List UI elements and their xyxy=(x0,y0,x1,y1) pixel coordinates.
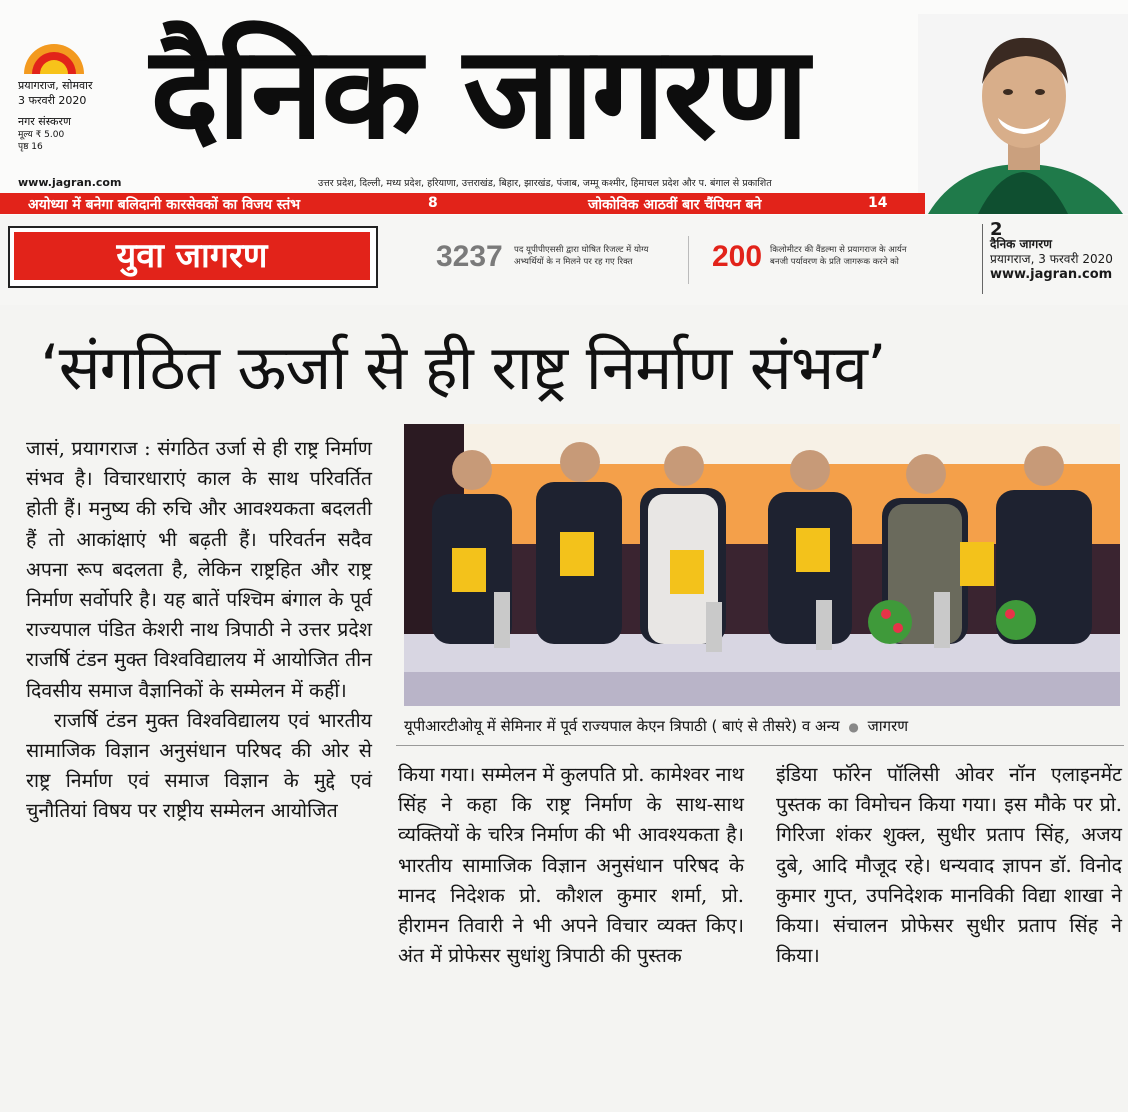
strip-page-1: 8 xyxy=(428,195,438,211)
teaser-divider xyxy=(688,236,689,284)
jagran-sun-logo-icon xyxy=(18,30,90,74)
article-paragraph: जासं, प्रयागराज : संगठित उर्जा से ही राष्ट्र निर्माण संभव है। विचारधाराएं काल के साथ परिवर्तित होती हैं। मनुष्य की रुचि और आवश्यकता बदलती हैं तो आकांक्षाएं भी बढ़ती हैं। परिवर्तन सदैव अपना रूप बदलता है, लेकिन राष्ट्रहित और राष्ट्र निर्माण सर्वोपरि है। यह बातें पश्चिम बंगाल के पूर्व राज्यपाल पंडित केशरी नाथ त्रिपाठी ने उत्तर प्रदेश राजर्षि टंडन मुक्त विश्वविद्यालय में आयोजित तीन दिवसीय समाज वैज्ञानिकों के सम्मेलन में कहीं। xyxy=(26,437,372,702)
strip-headline-1[interactable]: अयोध्या में बनेगा बलिदानी कारसेवकों का विजय स्तंभ xyxy=(28,197,301,213)
caption-credit: जागरण xyxy=(867,717,909,735)
page-date: प्रयागराज, 3 फरवरी 2020 xyxy=(990,252,1113,266)
article-headline: ‘संगठित ऊर्जा से ही राष्ट्र निर्माण संभव’ xyxy=(40,331,886,404)
page-info-divider xyxy=(982,224,983,294)
article-paragraph: राजर्षि टंडन मुक्त विश्वविद्यालय एवं भारतीय सामाजिक विज्ञान अनुसंधान परिषद की ओर से राष्ट्र निर्माण एवं समाज विज्ञान के मुद्दे एवं चुनौतियां विषय पर राष्ट्रीय सम्मेलन आयोजित xyxy=(26,708,372,823)
teaser-text-1[interactable] xyxy=(514,244,648,268)
page-info xyxy=(990,219,1113,282)
teaser-number-1: 3237 xyxy=(436,240,503,273)
page-number: 2 xyxy=(990,219,1003,240)
teaser-text-2[interactable] xyxy=(770,244,907,268)
teaser-text-1-line-2: अभ्यर्थियों के न मिलने पर रह गए रिक्त xyxy=(514,257,633,267)
dateline-city: प्रयागराज, सोमवार xyxy=(18,79,93,92)
caption-divider xyxy=(396,745,1124,746)
teaser-text-1-line-1: पद यूपीपीएससी द्वारा घोषित रिजल्ट में योग्य xyxy=(514,245,649,255)
section-label: युवा जागरण xyxy=(14,232,370,280)
strip-headline-2[interactable]: जोकोविक आठवीं बार चैंपियन बने xyxy=(588,197,762,213)
teaser-text-2-line-2: बनजी पर्यावरण के प्रति जागरूक करने को xyxy=(770,257,899,267)
publication-states: उत्तर प्रदेश, दिल्ली, मध्य प्रदेश, हरियाणा, उत्तराखंड, बिहार, झारखंड, पंजाब, जम्मू कश्मीर, हिमाचल प्रदेश और प. बंगाल से प्रकाशित xyxy=(318,178,772,189)
event-photo xyxy=(404,424,1120,706)
article-column-3 xyxy=(776,760,1122,971)
article-paragraph: इंडिया फॉरेन पॉलिसी ओवर नॉन एलाइनमेंट पुस्तक का विमोचन किया गया। इस मौके पर प्रो. गिरिजा शंकर शुक्ल, सुधीर प्रताप सिंह, अजय दुबे, आदि मौजूद रहे। धन्यवाद ज्ञापन डॉ. विनोद कुमार गुप्त, उपनिदेशक मानविकी विद्या शाखा ने किया। संचालन प्रोफेसर सुधीर प्रताप सिंह ने किया। xyxy=(776,763,1122,968)
page-paper-name: दैनिक जागरण xyxy=(990,237,1052,251)
article-column-1 xyxy=(26,434,372,827)
caption-bullet-icon: ● xyxy=(848,720,859,734)
price-label: मूल्य ₹ 5.00 xyxy=(18,130,65,140)
dateline xyxy=(18,78,93,153)
teaser-text-2-line-1: किलोमीटर की वैंडल्मा से प्रयागराज के आर्यन xyxy=(770,245,907,255)
caption-text: यूपीआरटीओयू में सेमिनार में पूर्व राज्यपाल केएन त्रिपाठी ( बाएं से तीसरे) व अन्य xyxy=(404,717,840,735)
player-portrait-icon xyxy=(918,14,1128,214)
strip-page-2: 14 xyxy=(868,195,888,211)
pages-label: पृष्ठ 16 xyxy=(18,142,43,152)
edition-label: नगर संस्करण xyxy=(18,115,71,128)
teaser-number-2: 200 xyxy=(712,240,763,273)
photo-caption xyxy=(404,716,1120,736)
article-column-2 xyxy=(398,760,744,971)
newspaper-brand: दैनिक जागरण xyxy=(150,19,808,168)
player-photo xyxy=(918,14,1128,214)
dateline-date: 3 फरवरी 2020 xyxy=(18,94,87,107)
article-paragraph: किया गया। सम्मेलन में कुलपति प्रो. कामेश्वर नाथ सिंह ने कहा कि राष्ट्र निर्माण के साथ-साथ व्यक्तियों के चरित्र निर्माण की भी आवश्यकता है। भारतीय सामाजिक विज्ञान अनुसंधान परिषद के मानद निदेशक प्रो. कौशल कुमार शर्मा, प्रो. हीरामन तिवारी ने भी अपने विचार व्यक्त किए। अंत में प्रोफेसर सुधांशु त्रिपाठी की पुस्तक xyxy=(398,763,744,968)
page-site-url[interactable]: www.jagran.com xyxy=(990,267,1113,282)
site-url[interactable]: www.jagran.com xyxy=(18,176,122,189)
event-scene-icon xyxy=(404,424,1120,706)
